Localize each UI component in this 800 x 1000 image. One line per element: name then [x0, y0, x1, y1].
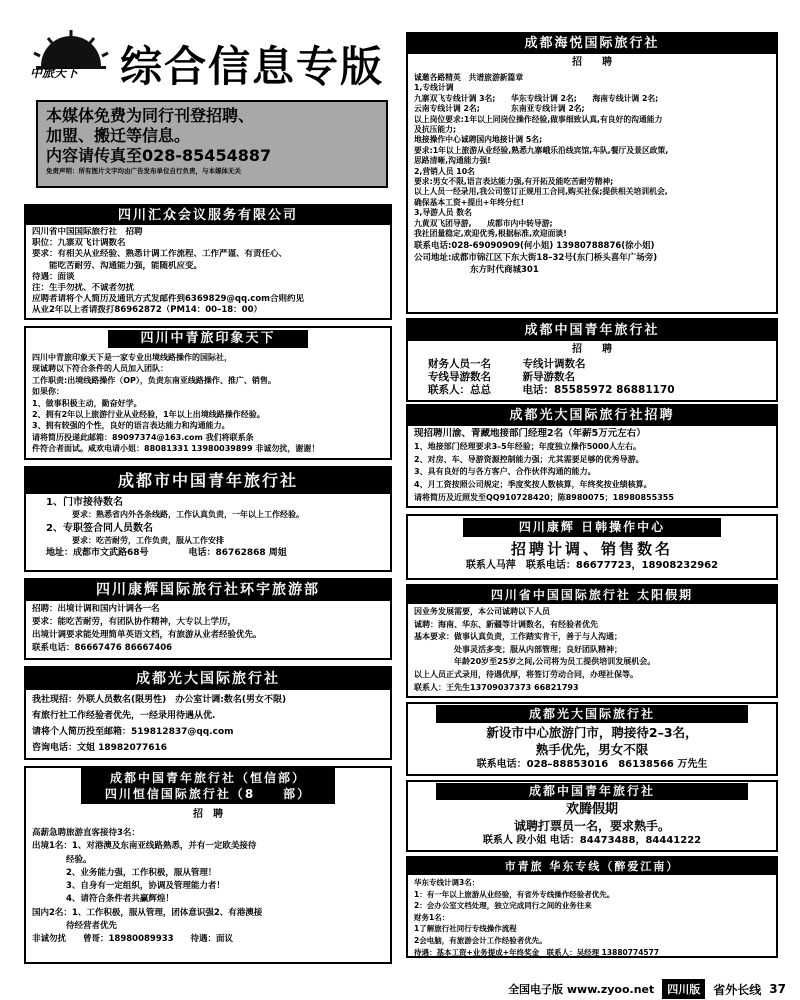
page-number: 37 — [769, 982, 786, 996]
footer-site[interactable]: 全国电子版 www.zyoo.net — [508, 983, 655, 996]
ad-title: 成都市中国青年旅行社 — [26, 468, 390, 494]
ad-huizhong: 四川汇众会议服务有限公司 四川省中国国际旅行社 招聘 职位：九寨双飞计调数名 要求：有相关从业经验、熟悉计调工作流程、工作严谨、有责任心、 能吃苦耐劳、沟通能力强，能随机应变。 待遇：面谈 注：生手勿扰、不诚者勿扰 应聘者请将个人简历及通讯方式发邮件到6369829@qq.com合则约见 从业2年以上者请拨打86962872（PM14：00–18：00） — [24, 204, 392, 320]
ad-kanghui: 四川康辉国际旅行社环宇旅游部 招聘：出境计调和国内计调各一名 要求：能吃苦耐劳，有团队协作精神，大专以上学历， 出境计调要求能处理简单英语文档，有旅游从业者经验优先。 联系电话：86667476 86667406 — [24, 578, 392, 660]
ad-title: 成都中国青年旅行社（恒信部） 四川恒信国际旅行社（8 部） — [81, 768, 336, 804]
ad-guangda-2: 成都光大国际旅行社招聘 现招聘川渝、青藏地接部门经理2名（年薪5万元左右） 1、地接部门经理要求3–5年经验；年度独立操作5000人左右。 2、对房、车、导游资源控制能力强；尤其需要足够的优秀导游。 3、具有良好的与各方客户、合作伙伴沟通的能力。 4、月工资按照公司规定；季度奖按人数核算，年终奖按业绩核算。 请将简历及近照发至QQ910728420；陈8980075；18980855355 — [406, 404, 778, 508]
ad-rihan: 四川康辉 日韩操作中心 招聘计调、销售数名 联系人马萍 联系电话：86677723，18908232962 — [406, 514, 778, 580]
ad-taiyang: 四川省中国国际旅行社 太阳假期 因业务发展需要，本公司诚聘以下人员 诚聘：海南、华东、新疆等计调数名，有经验者优先 基本要求：做事认真负责，工作踏实肯干，善于与人沟通； 处事灵活多变；服从内部管理；良好团队精神； 年龄20岁至25岁之间,公司将为员工提供培训发展机会。 以上人员正式录用，待遇优厚，将签订劳动合同，办理社保等。 联系人：王先生13709037373 66821793 — [406, 584, 778, 698]
ad-guangda-1: 成都光大国际旅行社 我社现招：外联人员数名(限男性) 办公室计调:数名(男女不限) 有旅行社工作经验者优先，一经录用待遇从优. 请将个人简历投至邮箱：519812837@qq.com 咨询电话：文姐 18982077616 — [24, 666, 392, 760]
ad-zhongqing-1: 成都市中国青年旅行社 1、门市接待数名 要求：熟悉省内外各条线路，工作认真负责，一年以上工作经验。 2、专职签合同人员数名 要求：吃苦耐劳，工作负责，服从工作安排 地址：成都市文武路68号 电话：86762868 周姐 — [24, 466, 392, 572]
footer-section: 省外长线 — [713, 982, 762, 997]
ad-zhongqing-3: 成都中国青年旅行社 欢腾假期 诚聘打票员一名，要求熟手。 联系人 段小姐 电话：84473488，84441222 — [406, 780, 778, 852]
ad-title: 四川省中国国际旅行社 太阳假期 — [408, 586, 776, 604]
ad-title: 成都中国青年旅行社 — [436, 783, 749, 800]
notice-line: 加盟、搬迁等信息。 — [46, 126, 191, 145]
ad-title: 成都光大国际旅行社招聘 — [408, 406, 776, 426]
ad-title: 四川康辉国际旅行社环宇旅游部 — [26, 580, 390, 601]
page-title: 综合信息专版 — [120, 42, 385, 91]
notice-line: 本媒体免费为同行刊登招聘、 — [46, 106, 255, 125]
ad-title: 四川中青旅印象天下 — [108, 330, 308, 348]
ad-yinxiang: 四川中青旅印象天下 四川中青旅印象天下是一家专业出境线路操作的国际社， 现诚聘以下符合条件的人员加入团队： 工作职责:出境线路操作（OP），负责东南亚线路操作、推广、销售。 如果你： 1、做事积极主动，勤奋好学。 2、拥有2年以上旅游行业从业经验，1年以上出境线路操作经验。 3、拥有较强的个性，良好的语言表达能力和沟通能力。 请将简历投递此邮箱：89097374@163.com 我们将联系条 件符合者面试。咸欢电请小姐：88081331 13980039899 非诚勿扰，谢谢！ — [24, 326, 392, 460]
disclaimer: 免责声明：所有图片文字均由广告发布单位自行负责，与本媒体无关 — [46, 167, 241, 175]
ad-title: 四川汇众会议服务有限公司 — [26, 206, 390, 225]
logo-text: 中旅天下 — [30, 66, 79, 80]
ad-zhongqing-2: 成都中国青年旅行社 招 聘 财务人员一名 专线计调数名 专线导游数名 新导游数名 联系人：总总 电话：85585972 86881170 — [406, 318, 778, 402]
masthead — [10, 28, 400, 98]
ad-title: 成都海悦国际旅行社 — [408, 34, 776, 54]
ad-title: 成都光大国际旅行社 — [26, 668, 390, 690]
ad-hengxin: 成都中国青年旅行社（恒信部） 四川恒信国际旅行社（8 部） 招 聘 高薪急聘旅游直客接待3名： 出境1名：1、对港澳及东南亚线路熟悉，并有一定欧美接待 经验。 2、业务能力强，工作积极，服从管理！ 3、自身有一定组织，协调及管理能力者！ 4、请符合条件者共赢辉煌！ 国内2名：1、工作积极，服从管理，团体意识强2、有港澳接 待经营者优先 非诚勿扰 曾哥：18980089933 待遇：面议 — [24, 766, 392, 964]
footer — [0, 978, 800, 1000]
ad-title: 成都中国青年旅行社 — [408, 320, 776, 341]
notice-box — [36, 100, 388, 188]
ad-title: 四川康辉 日韩操作中心 — [463, 518, 721, 537]
ad-haiyue: 成都海悦国际旅行社 招 聘 诚邀各路精英 共谱旅游新篇章 1,专线计调 九寨双飞专线计调 3名; 华东专线计调 2名; 海南专线计调 2名; 云南专线计调 2名; 东南亚专线计调 2名; 以上岗位要求:1年以上同岗位操作经验,做事细致认真,有良好的沟通能力 及抗压能力; 地接操作中心诚聘国内地接计调 5名; 要求:1年以上旅游从业经验,熟悉九寨峨乐沿线宾馆,车队,餐厅及景区政策, 思路清晰,沟通能力强! 2,营销人员 10名 要求:男女不限,语言表达能力强,有开拓及能吃苦耐劳精神; 以上人员一经录用,我公司签订正规用工合同,购买社保;提供相关培训机会, 确保基本工资+提出+年终分红! 3,导游人员 数名 九黄双飞团导游, 成都市内中转导游; 我社团量稳定,欢迎优秀,根据标准,欢迎面谈! 联系电话:028-69090909(何小姐) 13980788876(徐小姐) 公司地址:成都市锦江区下东大街18–32号(东门桥头喜年广场旁) 东方时代商城301 — [406, 32, 778, 314]
footer-badge: 四川版 — [662, 979, 705, 999]
notice-line: 内容请传真至028-85454887 — [46, 146, 272, 165]
ad-title: 成都光大国际旅行社 — [436, 705, 749, 723]
ad-title: 市青旅 华东专线（醉爱江南） — [408, 858, 776, 875]
ad-guangda-3: 成都光大国际旅行社 新设市中心旅游门市，聘接待2–3名， 熟手优先，男女不限 联系电话：028–88853016 86138566 万先生 — [406, 702, 778, 776]
ad-huadong: 市青旅 华东专线（醉爱江南） 华东专线计调3名： 1：有一年以上旅游从业经验，有省外专线操作经验者优先。 2：会办公室文档处理，独立完成同行之间的业务往来 财务1名： 1了解旅行社同行专线操作流程 2会电脑，有旅游会计工作经验者优先。 待遇：基本工资+业务提成+年终奖金 联系人：吴经理 13880774577 — [406, 856, 778, 958]
